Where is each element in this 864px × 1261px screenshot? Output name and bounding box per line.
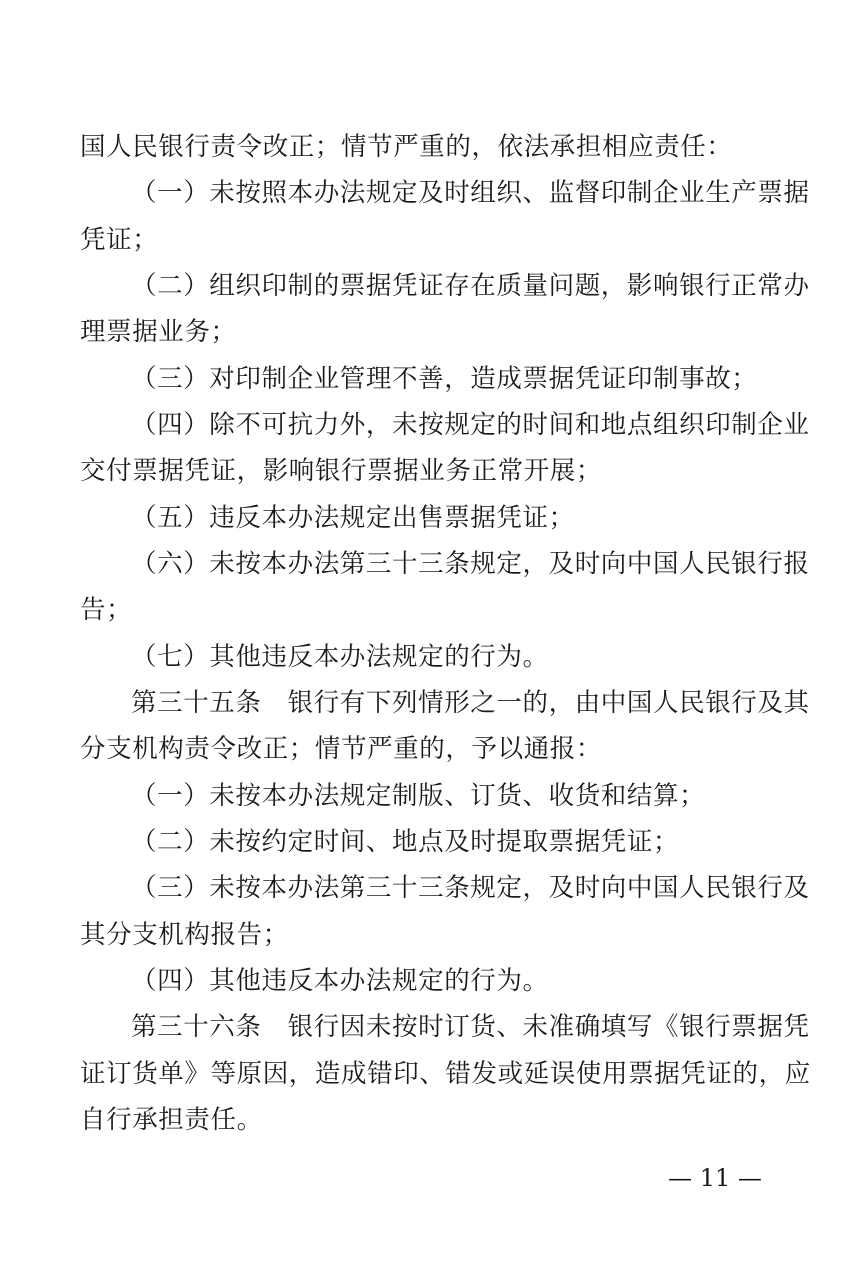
article-heading-36: 第三十六条 银行因未按时订货、未准确填写《银行票据凭 [131,1012,810,1042]
text-line: 分支机构责令改正；情节严重的，予以通报： [80,734,603,764]
text-line: （二）组织印制的票据凭证存在质量问题，影响银行正常办 [131,271,810,301]
page-number: — 11 — [668,1164,762,1192]
text-line: 理票据业务； [80,317,237,347]
text-line: 交付票据凭证，影响银行票据业务正常开展； [80,456,603,486]
text-line: （四）其他违反本办法规定的行为。 [131,966,549,996]
text-line: （一）未按照本办法规定及时组织、监督印制企业生产票据 [131,178,810,208]
text-line: 国人民银行责令改正；情节严重的，依法承担相应责任： [80,132,733,162]
text-line: （七）其他违反本办法规定的行为。 [131,642,549,672]
text-line: （三）对印制企业管理不善，造成票据凭证印制事故； [131,364,758,394]
text-line: （二）未按约定时间、地点及时提取票据凭证； [131,827,680,857]
text-line: （四）除不可抗力外，未按规定的时间和地点组织印制企业 [131,410,810,440]
text-line: （一）未按本办法规定制版、订货、收货和结算； [131,781,706,811]
text-line: 告； [80,595,133,625]
text-line: 凭证； [80,225,159,255]
article-heading-35: 第三十五条 银行有下列情形之一的，由中国人民银行及其 [131,688,810,718]
text-line: 自行承担责任。 [80,1105,263,1135]
text-line: 其分支机构报告； [80,920,289,950]
text-line: （六）未按本办法第三十三条规定，及时向中国人民银行报 [131,549,810,579]
text-line: 证订货单》等原因，造成错印、错发或延误使用票据凭证的，应 [80,1059,811,1089]
text-line: （五）违反本办法规定出售票据凭证； [131,503,575,533]
text-line: （三）未按本办法第三十三条规定，及时向中国人民银行及 [131,873,810,903]
